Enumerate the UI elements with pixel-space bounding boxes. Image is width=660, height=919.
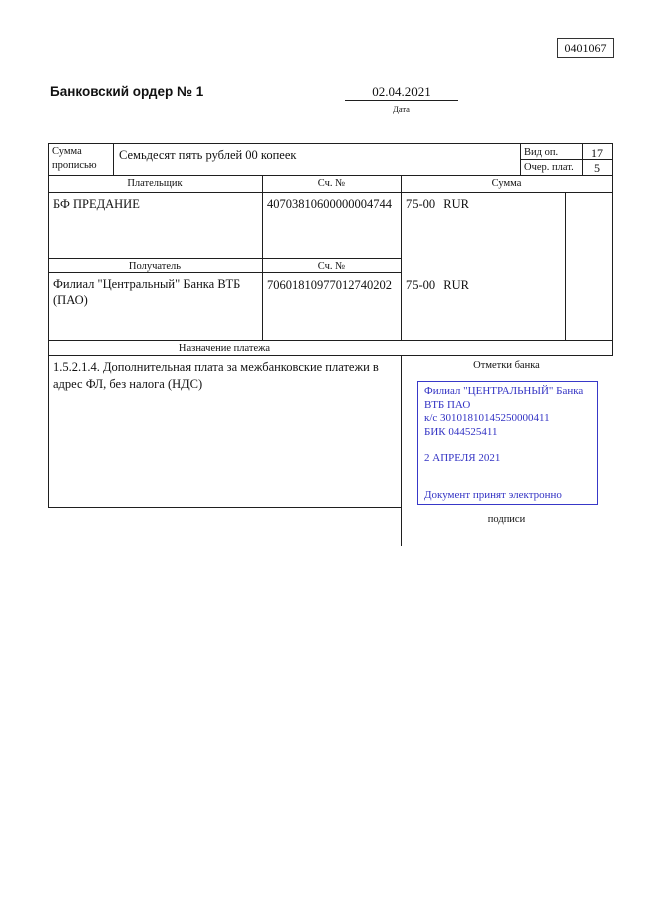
stamp-bank-name-line1: Филиал "ЦЕНТРАЛЬНЫЙ" Банка <box>424 385 584 397</box>
table-line <box>401 175 402 340</box>
stamp-date: 2 АПРЕЛЯ 2021 <box>424 452 501 464</box>
payee-name: Филиал "Центральный" Банка ВТБ (ПАО) <box>53 277 241 307</box>
operation-type-label: Вид оп. <box>524 147 559 158</box>
table-line <box>48 175 613 176</box>
purpose-header: Назначение платежа <box>178 343 271 354</box>
table-line <box>48 340 613 341</box>
bank-marks-header: Отметки банка <box>473 360 540 371</box>
table-line <box>48 258 401 259</box>
date-label: Дата <box>393 104 410 114</box>
table-line <box>565 192 566 340</box>
payee-account: 70601810977012740202 <box>267 278 392 292</box>
payee-amount: 75-00 RUR <box>406 278 469 292</box>
page-title: Банковский ордер № 1 <box>50 84 204 99</box>
bank-stamp-box <box>417 381 598 505</box>
payer-account-column-header: Сч. № <box>317 178 346 189</box>
operation-type-value: 17 <box>591 146 603 160</box>
table-line <box>262 175 263 340</box>
amount-in-words-label: Сумма прописью <box>52 146 97 171</box>
table-line <box>48 143 613 144</box>
form-code: 0401067 <box>564 40 607 55</box>
date-underline <box>345 100 458 101</box>
payer-account: 40703810600000004744 <box>267 197 392 211</box>
table-line <box>113 143 114 175</box>
stamp-corr-account: к/с 30101810145250000411 <box>424 412 550 424</box>
stamp-bank-name-line2: ВТБ ПАО <box>424 398 471 411</box>
purpose-text: 1.5.2.1.4. Дополнительная плата за межбанковские платежи в адрес ФЛ, без налога (НДС) <box>53 360 379 391</box>
stamp-bik: БИК 044525411 <box>424 425 498 438</box>
payer-column-header: Плательщик <box>127 178 183 189</box>
table-line <box>48 192 613 193</box>
form-code-box <box>557 38 614 58</box>
signatures-label: подписи <box>487 514 526 525</box>
table-line <box>48 143 49 507</box>
stamp-accepted-note: Документ принят электронно <box>424 488 562 501</box>
payment-priority-value: 5 <box>594 161 600 175</box>
payee-account-column-header: Сч. № <box>317 261 346 272</box>
amount-in-words-value: Семьдесят пять рублей 00 копеек <box>119 148 297 162</box>
table-line <box>520 143 521 175</box>
sum-column-header: Сумма <box>491 178 522 189</box>
payer-name: БФ ПРЕДАНИЕ <box>53 197 140 211</box>
table-line <box>612 143 613 355</box>
date-value: 02.04.2021 <box>372 84 431 99</box>
table-line <box>48 507 402 508</box>
payee-column-header: Получатель <box>128 261 182 272</box>
payer-amount: 75-00 RUR <box>406 197 469 211</box>
payment-priority-label: Очер. плат. <box>524 162 574 173</box>
